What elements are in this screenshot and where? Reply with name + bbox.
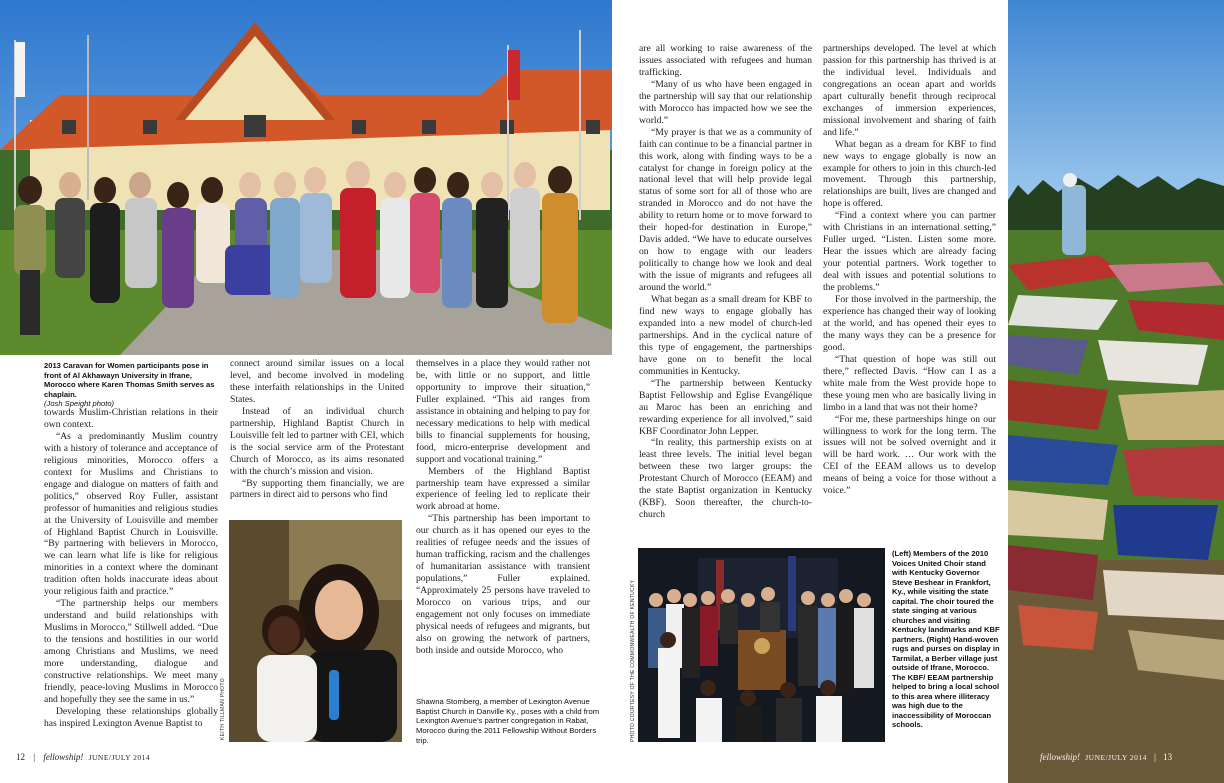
inset-photo [229,520,402,742]
left-column-3 [416,358,590,657]
paragraph: “Find a context where you can partner with Christians in an international setting,” Fuller urged. “Listen. Listen some more. Hear the issues which are already facing your potential partners. Work together to deal with issues and potential solutions to the problems.” [823,210,996,294]
paragraph: What began as a small dream for KBF to find new ways to engage globally has expanded into a new model of church-led partnerships. And in the cyclical nature of this type of engagement, the partnerships have gone on to benefit the local communities in Kentucky. [639,294,812,377]
paragraph: connect around similar issues on a local level, and become involved in modeling these interfaith relationships in the United States. [230,358,404,405]
group-photo-caption-text: 2013 Caravan for Women participants pose in front of Al Akhawayn University in Ifrane, Morocco where Karen Thomas Smith serves as chaplain. [44,361,215,399]
inset-photo-credit: KEITH TILLMAN PHOTO [220,678,226,740]
choir-photo-caption: (Left) Members of the 2010 Voices United Choir stand with Kentucky Governor Steve Beshear in Frankfort, Ky., while visiting the state capital. The choir toured the state singing at various churches and visiting Kentucky landmarks and KBF partners. (Right) Hand-woven rugs and purses on display in Tarmilat, a Berber village just outside of Ifrane, Morocco. The KBF/ EEAM partnership helped to bring a local school to this area where illiteracy was high due to the inaccessibility of Moroccan schools. [892,549,1000,729]
left-column-2 [230,358,404,501]
issue-date: JUNE/JULY 2014 [88,753,151,762]
group-photo [0,0,612,355]
paragraph: Developing these relationships globally has inspired Lexington Avenue Baptist to [44,705,218,729]
paragraph: “My prayer is that we as a community of faith can continue to be a financial partner in this work, along with finding ways to be a catalyst for change in foreign policy at the national level that will help provide legal status of some sort for all of those who are stranded in Morocco and do not have the ability to return home or to move forward to their hoped-for destination in Europe,” Davis added. “We have to educate ourselves on how to engage with our leaders politically to change how we look and deal with the issue of migrants and refugees all around the world.” [639,126,812,294]
paragraph: are all working to raise awareness of the issues associated with refugees and human trafficking. [639,43,812,78]
paragraph: “Many of us who have been engaged in the partnership will say that our relationship with Morocco has impacted how we see the world.” [639,78,812,126]
right-column-1 [639,43,812,521]
left-folio: 12 | fellowship! JUNE/JULY 2014 [16,752,151,762]
paragraph: “In reality, this partnership exists on at least three levels. The initial level began between these two larger groups: the Protestant Church of Morocco (EEAM) and the state Baptist organization in Kentucky (KBF). Soon thereafter, the church-to-church [639,437,812,521]
paragraph: “That question of hope was still out there,” reflected Davis. “How can I as a white male from the West provide hope to these young men who are basically living in limbo in a land that was not their home? [823,353,996,413]
left-column-1 [44,407,218,730]
paragraph: “By supporting them financially, we are partners in direct aid to persons who find [230,477,404,501]
choir-photo [638,548,885,742]
page-number: 13 [1163,752,1173,762]
issue-date: JUNE/JULY 2014 [1085,753,1147,762]
group-photo-caption [44,361,222,409]
inset-photo-caption: Shawna Stomberg, a member of Lexington Avenue Baptist Church in Danville Ky., poses with a child from Lexington Avenue’s partner congregation in Rabat, Morocco during the 2011 Fellowship Without Borders trip. [416,697,600,745]
paragraph: “This partnership has been important to our church as it has opened our eyes to the realities of refugee needs and the issues of human trafficking, racism and the challenges of humanitarian assistance with transient populations,” Fuller explained. “Approximately 25 persons have traveled to Morocco on various trips, and our engagement not only focuses on immediate physical needs of refugees and migrants, but also on growing the network of partners, both inside and outside Morocco, who [416,513,590,656]
group-photo-credit: (Josh Speight photo) [44,399,115,409]
paragraph: Instead of an individual church partnership, Highland Baptist Church in Louisville felt led to partner with CEI, which is the social service arm of the Protestant Church of Morocco, as its aims resonated with the church’s mission and vision. [230,405,404,477]
magazine-name: fellowship! [1040,752,1080,762]
paragraph: themselves in a place they would rather not be, with little or no support, and little opportunity to improve their situation,” Fuller explained. “This aid ranges from assistance in obtaining and helping to pay for necessary medications to help with medical bills to financial supplements for housing, food, micro-enterprise development and support and vocational training.” [416,358,590,465]
paragraph: “For me, these partnerships hinge on our willingness to work for the long term. The issues will not be solved overnight and it will be hard work. … Our work with the CEI of the EEAM allows us to develop means of being a voice for those without a voice.” [823,413,996,497]
right-column-2 [823,43,996,497]
paragraph: partnerships developed. The level at which passion for this partnership has thrived is at the individual level. Individuals and congregations an ocean apart and worlds apart culturally benefit through reciprocal exchanges of immersion experiences, missional involvement and sharing of faith and life.” [823,43,996,138]
page-number: 12 [16,752,25,762]
magazine-name: fellowship! [43,752,84,762]
paragraph: What began as a dream for KBF to find new ways to engage globally is now an example for others to join in this church-led movement. Through this partnership, relationships are built, lives are changed and hope is offered. [823,138,996,210]
paragraph: For those involved in the partnership, the experience has changed their way of looking at the world, and has opened their eyes to the many ways they can be a presence for good. [823,294,996,353]
paragraph: “The partnership between Kentucky Baptist Fellowship and Eglise Evangélique au Maroc has been an enriching and rewarding experience for all involved,” said KBF Coordinator John Lepper. [639,377,812,437]
rugs-photo [1008,0,1224,783]
paragraph: towards Muslim-Christian relations in their own context. [44,407,218,430]
paragraph: Members of the Highland Baptist partnership team have expressed a similar experience of feeling led to replicate their work abroad at home. [416,465,590,513]
right-folio: fellowship! JUNE/JULY 2014 | 13 [1040,752,1173,762]
choir-photo-credit: PHOTO COURTESY OF THE COMMONWEALTH OF KENTUCKY [630,579,636,742]
paragraph: “The partnership helps our members understand and build relationships with Muslims in Morocco,” Stillwell added. “Due to the tensions and hostilities in our world among Christians and Muslims, we need more understanding, dialogue and constructive relationships. We meet many friendly, peace-loving Muslims in Morocco and hopefully they see the same in us.” [44,598,218,705]
paragraph: “As a predominantly Muslim country with a history of tolerance and acceptance of religious minorities, Morocco offers a context for Muslims and Christians to engage and dialogue on matters of faith and politics,” observed Roy Fuller, assistant professor of humanities and religious studies at the University of Louisville and member of Highland Baptist Church in Louisville. “By partnering with believers in Morocco, we can learn what life is like for religious minorities in a context where the dominant tradition often holds inaccurate ideas about your religious faith and practice.” [44,430,218,598]
